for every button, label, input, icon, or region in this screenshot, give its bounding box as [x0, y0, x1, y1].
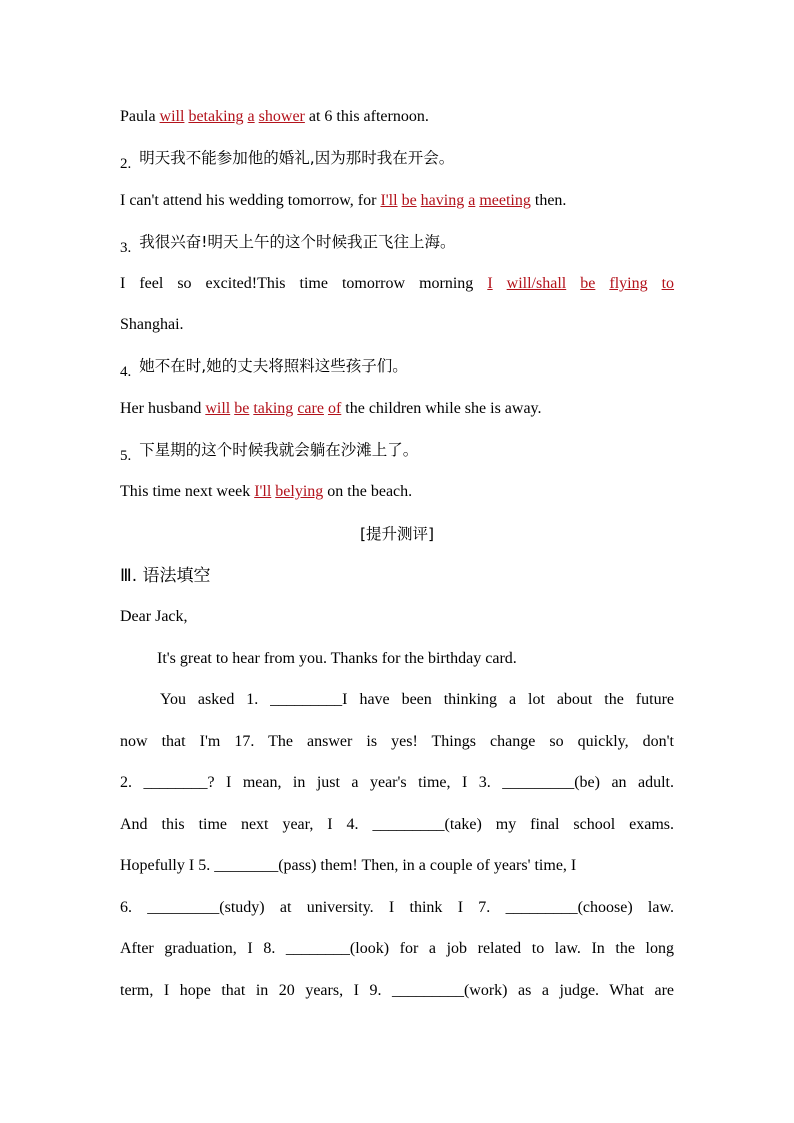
letter-line: 2. ________? I mean, in just a year's time, I 3. _________(be) an adult.: [120, 774, 674, 791]
question-4-chinese: 4. 她不在时,她的丈夫将照料这些孩子们。: [120, 357, 408, 380]
letter-greeting: Dear Jack,: [120, 608, 188, 625]
letter-line: 6. _________(study) at university. I think I 7. _________(choose) law.: [120, 899, 674, 916]
answer-word: will: [205, 400, 231, 417]
answer-word: a: [247, 108, 255, 125]
answer-word: taking: [203, 108, 244, 125]
answer-word: meeting: [479, 192, 531, 209]
answer-word: will: [159, 108, 185, 125]
answer-word: of: [327, 400, 342, 417]
answer-word: flying: [609, 275, 648, 292]
section-title: Ⅲ. 语法填空: [120, 566, 211, 586]
answer-word: shower: [258, 108, 305, 125]
answer-word: I'll: [380, 192, 398, 209]
letter-line: You asked 1. _________I have been thinking a lot about the future: [160, 691, 674, 708]
answer-word: be: [580, 275, 596, 292]
answer-word: taking: [253, 400, 294, 417]
answer-word: having: [420, 192, 465, 209]
answer-word: a: [468, 192, 476, 209]
answer-word: to: [661, 275, 675, 292]
section-header: [提升测评]: [359, 525, 435, 543]
question-3-answer-cont: Shanghai.: [120, 316, 184, 333]
answer-word: be: [401, 192, 417, 209]
letter-line: Hopefully I 5. ________(pass) them! Then, in a couple of years' time, I: [120, 857, 577, 874]
answer-word: lying: [290, 483, 324, 500]
question-4-answer: Her husband will be taking care of the children while she is away.: [120, 400, 542, 417]
question-2-chinese: 2. 明天我不能参加他的婚礼,因为那时我在开会。: [120, 149, 455, 172]
letter-line: After graduation, I 8. ________(look) for a job related to law. In the long: [120, 940, 674, 957]
answer-word: I: [487, 275, 493, 292]
question-3-chinese: 3. 我很兴奋!明天上午的这个时候我正飞往上海。: [120, 233, 456, 256]
answer-line-1: Paula will betaking a shower at 6 this afternoon.: [120, 108, 429, 125]
question-5-answer: This time next week I'll belying on the beach.: [120, 483, 413, 500]
answer-word: will/shall: [506, 275, 567, 292]
answer-word: care: [297, 400, 324, 417]
answer-word: be: [188, 108, 204, 125]
question-2-answer: I can't attend his wedding tomorrow, for I'll be having a meeting then.: [120, 192, 567, 209]
letter-line: term, I hope that in 20 years, I 9. _________(work) as a judge. What are: [120, 982, 674, 999]
answer-word: be: [275, 483, 291, 500]
letter-line: now that I'm 17. The answer is yes! Things change so quickly, don't: [120, 733, 674, 750]
letter-paragraph-1: It's great to hear from you. Thanks for the birthday card.: [157, 650, 517, 667]
letter-line: And this time next year, I 4. _________(take) my final school exams.: [120, 816, 674, 833]
question-5-chinese: 5. 下星期的这个时候我就会躺在沙滩上了。: [120, 441, 419, 464]
answer-word: I'll: [254, 483, 272, 500]
answer-word: be: [234, 400, 250, 417]
question-3-answer: I feel so excited!This time tomorrow morning I will/shall be flying to: [120, 275, 675, 292]
